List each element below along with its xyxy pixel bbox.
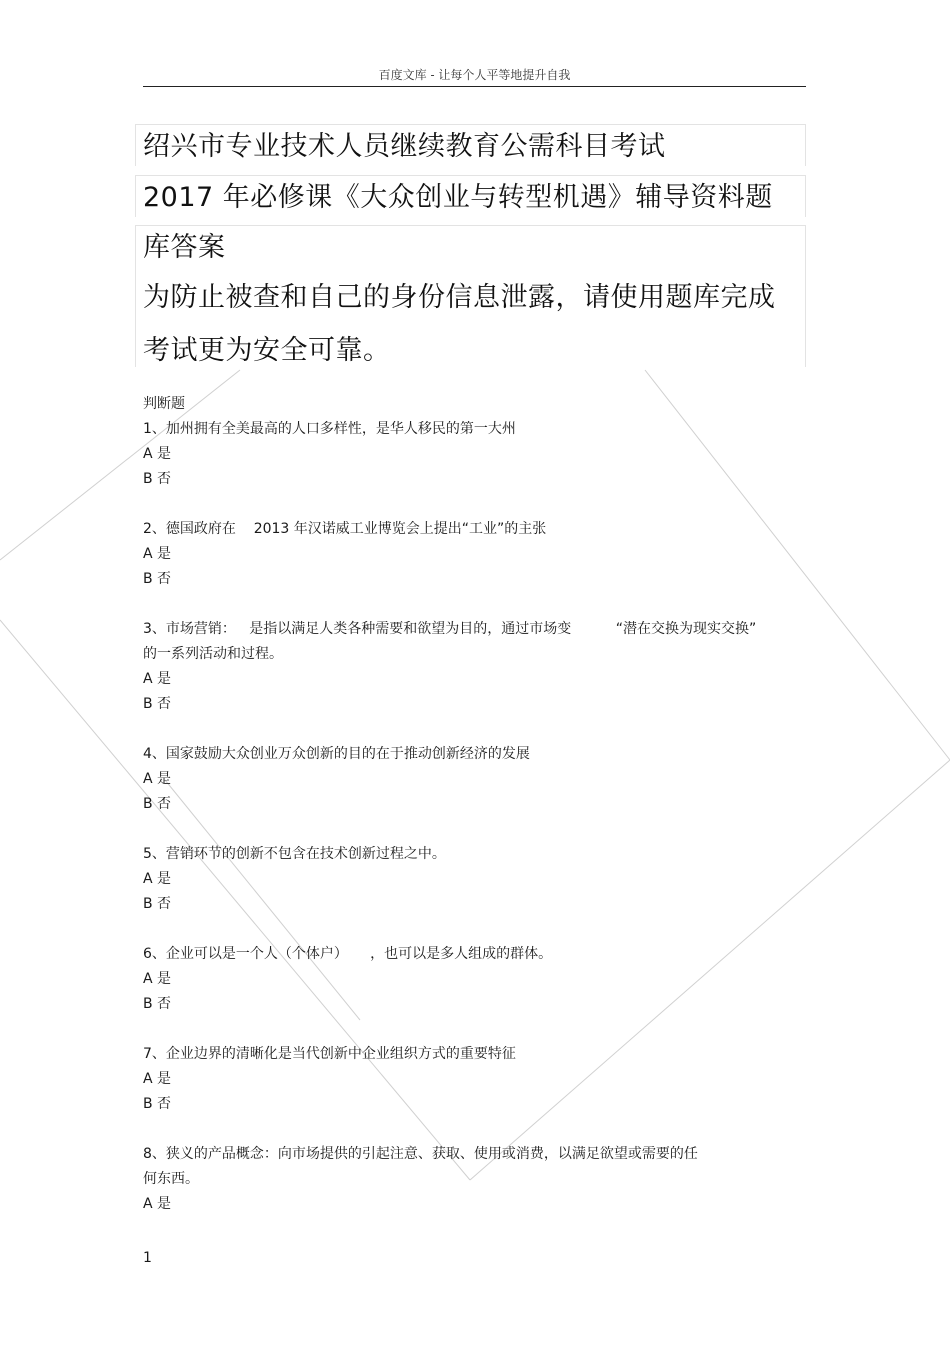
answer-option: A 是 [143, 671, 172, 687]
document-title-line: 绍兴市专业技术人员继续教育公需科目考试 [143, 131, 666, 162]
section-title: 判断题 [143, 396, 185, 412]
question-text: 8、狭义的产品概念：向市场提供的引起注意、获取、使用或消费，以满足欲望或需要的任 何东西。 [143, 1146, 698, 1187]
answer-option: A 是 [143, 771, 172, 787]
answer-option: B 否 [143, 896, 172, 912]
answer-option: A 是 [143, 1071, 172, 1087]
page-number: 1 [143, 1250, 152, 1266]
answer-option: A 是 [143, 871, 172, 887]
question-item [143, 842, 803, 917]
questions-container [143, 417, 803, 1217]
question-item [143, 942, 803, 1017]
answer-option: B 否 [143, 571, 172, 587]
page-header: 百度文库 - 让每个人平等地提升自我 [378, 68, 571, 82]
question-item [143, 742, 803, 817]
notice-line: 考试更为安全可靠。 [143, 335, 391, 366]
answer-option: B 否 [143, 1096, 172, 1112]
answer-option: B 否 [143, 996, 172, 1012]
document-title-line: 2017 年必修课《大众创业与转型机遇》辅导资料题 [143, 182, 773, 213]
question-item [143, 417, 803, 492]
question-item [143, 1142, 803, 1217]
question-list [143, 392, 803, 1242]
answer-option: B 否 [143, 796, 172, 812]
question-text: 3、市场营销： 是指以满足人类各种需要和欲望为目的，通过市场变 “潜在交换为现实交换” 的一系列活动和过程。 [143, 621, 757, 662]
answer-option: A 是 [143, 971, 172, 987]
answer-option: B 否 [143, 471, 172, 487]
document-title-line: 库答案 [143, 232, 226, 263]
notice-line: 为防止被查和自己的身份信息泄露，请使用题库完成 [143, 282, 776, 313]
question-text: 6、企业可以是一个人（个体户） ，也可以是多人组成的群体。 [143, 946, 553, 962]
answer-option: B 否 [143, 696, 172, 712]
header-divider [143, 86, 806, 87]
question-item [143, 617, 803, 717]
question-text: 1、加州拥有全美最高的人口多样性，是华人移民的第一大州 [143, 421, 516, 437]
question-text: 5、营销环节的创新不包含在技术创新过程之中。 [143, 846, 446, 862]
question-text: 2、德国政府在 2013 年汉诺威工业博览会上提出“工业”的主张 [143, 521, 547, 537]
question-item [143, 517, 803, 592]
question-text: 7、企业边界的清晰化是当代创新中企业组织方式的重要特征 [143, 1046, 516, 1062]
answer-option: A 是 [143, 446, 172, 462]
answer-option: A 是 [143, 1196, 172, 1212]
question-text: 4、国家鼓励大众创业万众创新的目的在于推动创新经济的发展 [143, 746, 530, 762]
question-item [143, 1042, 803, 1117]
answer-option: A 是 [143, 546, 172, 562]
